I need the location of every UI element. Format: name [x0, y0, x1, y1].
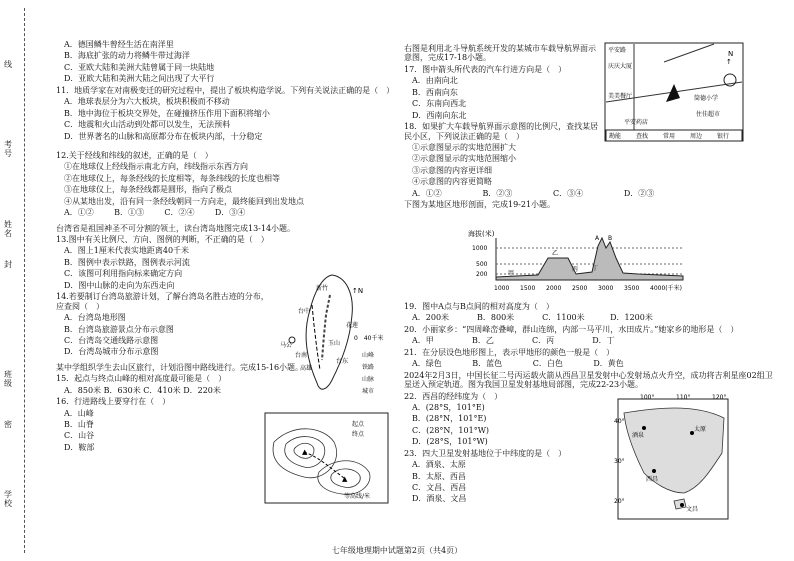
- q18-options: A．①② B．②③ C．③④ D．②③: [412, 188, 655, 198]
- point-b: B: [608, 235, 613, 242]
- profile-x-1500: 1500: [520, 285, 536, 292]
- margin-mark-line: 线: [3, 60, 13, 69]
- profile-x-2500: 2500: [572, 285, 588, 292]
- label-taichung: 台中: [298, 308, 311, 315]
- profile-y-200: 200: [476, 271, 488, 278]
- q22-option-b: B．(28°N，101°E): [412, 414, 487, 424]
- profile-y-500: 500: [476, 261, 488, 268]
- q11-stem: 11．地质学家在对南极变迁的研究过程中，提出了板块构造学说。下列有关说法正确的是（ ）: [56, 85, 395, 95]
- q21-stem: 21．在分层设色地形图上，表示甲地形的颜色一般是（ ）: [404, 347, 615, 357]
- q17-stem: 17．图中箭头所代表的汽车行进方向是（ ）: [404, 64, 567, 74]
- q11-option-b: B．地中海位于板块交界处，在碰撞挤压作用下面积将缩小: [64, 108, 270, 118]
- q13-option-c: C．该图可利用指向标来确定方向: [64, 269, 183, 279]
- label-jiuquan: 酒泉: [632, 432, 645, 439]
- cut-line: [24, 8, 25, 553]
- q16-stem: 16．行进路线上要穿行在（ ）: [56, 397, 171, 407]
- profile-x-1000: 1000: [494, 285, 510, 292]
- scale-bar: 0 40千米: [354, 335, 384, 342]
- q20-stem: 20．小丽家乡：“四周峰峦叠嶂，群山连绵，内部一马平川，水田成片。”她家乡的地形是（ ）: [404, 324, 739, 334]
- q13-stem: 13.图中有关比例尺、方向、图例的判断，不正确的是（ ）: [56, 235, 269, 244]
- nav-label-pharmacy: 平安药店: [624, 119, 649, 126]
- profile-x-3500: 3500: [624, 285, 640, 292]
- grid-lat-30: 30°: [614, 458, 625, 465]
- q10-option-d: D．亚欧大陆和美洲大陆之间出现了大平行: [64, 74, 215, 84]
- q12-item-1: ①在地球仪上经线指示南北方向，纬线指示东西方向: [64, 162, 248, 172]
- point-a: A: [595, 235, 600, 242]
- nav-button-nearby[interactable]: 周边: [690, 133, 703, 140]
- nav-button-bank[interactable]: 银行: [717, 133, 730, 140]
- legend-railway: 铁路: [362, 364, 375, 371]
- field-class: 班级: [3, 370, 13, 388]
- contour-map-figure: [264, 412, 389, 504]
- q14-stem: 14.若要制订台湾岛旅游计划，了解台湾岛名胜古迹的分布，应查阅（ ）: [56, 292, 269, 311]
- region-bing: 丙: [572, 266, 579, 273]
- q17-option-c: C．东南向西北: [412, 99, 467, 109]
- q13-option-a: A．图上1厘米代表实地距离40千米: [64, 246, 190, 256]
- q14-option-b: B．台湾岛旅游景点分布示意图: [64, 324, 174, 334]
- q13-option-b: B．图例中表示铁路，图例表示河流: [64, 257, 190, 267]
- q18-stem: 18．如果扩大车载导航界面示意图的比例尺，查找某居民小区，下列说法正确的是（ ）: [404, 122, 599, 141]
- legend-city: 城市: [362, 388, 375, 395]
- q14-option-a: A．台湾岛地形图: [64, 313, 126, 323]
- grid-lon-120: 120°: [712, 394, 727, 401]
- label-hualien: 花莲: [346, 322, 359, 329]
- q23-option-c: C．文昌、西昌: [412, 483, 467, 492]
- wenchang-marker: [680, 503, 684, 507]
- north-arrow-icon: ↑N: [352, 287, 364, 295]
- q15-stem: 15．起点与终点山峰的相对高度最可能是（ ）: [56, 374, 227, 384]
- navigation-figure: [604, 42, 744, 142]
- label-hsinchu: 新竹: [316, 285, 329, 292]
- profile-y-1000: 1000: [472, 245, 488, 252]
- q19-options: A．200米 B．800米 C．1100米 D．1200米: [412, 313, 653, 323]
- contour-legend-line: 等高线/米: [344, 493, 371, 500]
- margin-mark-seal: 封: [3, 260, 13, 269]
- north-arrow-icon: ↑: [726, 58, 732, 66]
- q14-option-c: C．台湾岛交通线路示意图: [64, 335, 159, 345]
- nav-label-meimei-restaurant: 美美餐厅: [608, 93, 633, 100]
- nav-button-frequent[interactable]: 常用: [663, 133, 676, 140]
- legend-peak: 山峰: [362, 352, 375, 359]
- start-peak-icon: ▲: [302, 448, 308, 456]
- launch-intro: 2024年2月3日，中国长征二号丙运载火箭从西昌卫星发射中心发射场点火升空，成功将吉利星座02组卫星送入预定轨道。图为我国卫星发射基地局部图，完成22-23小题。: [404, 370, 773, 390]
- label-taiyuan: 太原: [694, 426, 707, 433]
- launch-map-figure: [614, 393, 732, 523]
- profile-intro: 下图为某地区地形剖面，完成19-21小题。: [404, 200, 556, 210]
- label-yushan: 玉山: [328, 340, 341, 347]
- q22-option-a: A．(28°S，101°E): [412, 402, 485, 412]
- taiwan-intro: 台湾省是祖国神圣不可分割的领土，读台湾岛地图完成13-14小题。: [56, 223, 296, 233]
- label-taitung: 台东: [336, 358, 349, 365]
- field-school: 学校: [3, 490, 13, 508]
- region-ding: 丁: [592, 265, 599, 272]
- q15-options: A．850米 B．630米 C．410米 D．220米: [64, 385, 221, 395]
- nav-label-qingqing-building: 庆庆大厦: [608, 63, 633, 70]
- q22-option-c: C．(28°N，101°W): [412, 425, 490, 435]
- q14-option-d: D．台湾岛城市分布示意图: [64, 347, 159, 357]
- q16-option-c: C．山谷: [64, 431, 95, 441]
- q18-item-2: ②示意图显示的实地范围缩小: [412, 154, 516, 164]
- q18-item-1: ①示意图显示的实地范围扩大: [412, 142, 516, 152]
- margin-mark-secret: 密: [3, 420, 13, 429]
- label-kaohsiung: 高雄: [300, 365, 313, 372]
- q21-options: A．绿色 B．蓝色 C．白色 D．黄色: [412, 359, 624, 369]
- nav-label-supermarket: 住佳超市: [696, 111, 721, 118]
- nav-north-marker: N: [728, 50, 734, 58]
- profile-x-3000: 3000: [598, 285, 614, 292]
- xichang-marker: [652, 469, 656, 473]
- q16-option-a: A．山峰: [64, 408, 94, 418]
- q10-option-a: A．德国鳞牛曾经生活在南洋里: [64, 40, 174, 49]
- contour-legend-start: 起点: [352, 421, 365, 428]
- q20-options: A．甲 B．乙 C．丙 D．丁: [412, 336, 615, 346]
- profile-figure: [468, 228, 688, 298]
- legend-mountain: 山脉: [362, 376, 375, 383]
- profile-x-2000: 2000: [546, 285, 562, 292]
- q11-option-a: A．地球表层分为六大板块，板块积极而不移动: [64, 97, 230, 107]
- q23-option-b: B．太原、西昌: [412, 471, 466, 481]
- profile-title: 海拔(米): [468, 230, 495, 238]
- q16-option-b: B．山脊: [64, 420, 94, 429]
- contour-legend-end: 终点: [352, 431, 365, 438]
- q12-item-4: ④从某地出发，沿有同一条经线朝同一方向走，最终能回到出发地点: [64, 196, 304, 206]
- q12-item-3: ③在地球仪上，每条经线都是圆形，指向了极点: [64, 185, 232, 195]
- q13-option-d: D．图中山脉的走向为东西走向: [64, 280, 175, 290]
- q12-item-2: ②在地球仪上，每条经线的长度相等，每条纬线的长度也相等: [64, 173, 280, 183]
- binding-margin: [0, 0, 30, 561]
- q22-stem: 22．西昌的经纬度为（ ）: [404, 391, 503, 401]
- region-yi: 乙: [552, 250, 559, 257]
- q18-item-3: ③示意图的内容更详细: [412, 165, 492, 175]
- q17-option-d: D．西南向东北: [412, 110, 467, 120]
- q22-option-d: D．(28°S，101°W): [412, 437, 488, 447]
- q17-option-a: A．由南向北: [412, 76, 458, 86]
- hike-intro: 某中学组织学生去山区旅行，计划沿图中路线进行。完成15-16小题。: [56, 362, 304, 372]
- q12-stem: 12.关于经线和纬线的叙述，正确的是（ ）: [56, 150, 213, 160]
- label-magong: 马公: [280, 342, 293, 349]
- grid-lat-40: 40°: [614, 418, 625, 425]
- grid-lat-20: 20°: [614, 498, 625, 505]
- profile-x-4000: 4000(千米): [650, 285, 682, 292]
- q11-option-d: D．世界著名的山脉和高原都分布在板块内部，十分稳定: [64, 131, 263, 141]
- taiwan-island-outline: [306, 275, 352, 389]
- nav-button-row: [606, 130, 742, 141]
- nav-button-search[interactable]: 查找: [636, 133, 649, 140]
- nav-label-pingan-road: 平安路: [608, 47, 627, 54]
- q10-option-c: C．亚欧大陆和美洲大陆曾属于同一块陆地: [64, 62, 215, 72]
- q17-option-b: B．西南向东: [412, 87, 458, 97]
- label-wenchang: 文昌: [686, 506, 699, 513]
- jiuquan-marker: [642, 426, 646, 430]
- field-name: 姓名: [3, 220, 13, 238]
- q12-options: A．①② B．①③ C．②④ D．③④: [64, 208, 246, 218]
- q16-option-d: D．鞍部: [64, 442, 95, 452]
- q18-item-4: ④示意图的内容更简略: [412, 177, 492, 187]
- hainan-island: [674, 499, 686, 509]
- q23-option-a: A．酒泉、太原: [412, 460, 466, 470]
- q23-stem: 23．四大卫星发射基地位于中纬度的是（ ）: [404, 448, 567, 458]
- end-peak-icon: ▲: [342, 475, 348, 483]
- q23-option-d: D．酒泉、文昌: [412, 494, 467, 504]
- q11-option-c: C．地震和火山活动到处都可以发生，无法预料: [64, 120, 231, 130]
- nav-label-school: 筒德小学: [694, 95, 719, 102]
- label-xichang: 西昌: [646, 476, 659, 483]
- page-footer: 七年级地理期中试题第2页（共4页）: [331, 545, 463, 555]
- q10-option-b: B．海底扩张的动力将鳞牛带过海洋: [64, 51, 190, 61]
- nav-intro: 右图是利用北斗导航系统开发的某城市车载导航界面示意图，完成17-18小题。: [404, 44, 596, 63]
- region-jia: 甲: [508, 270, 515, 277]
- grid-lon-100: 100°: [640, 394, 655, 401]
- q19-stem: 19．图中A点与B点间的相对高度为（ ）: [404, 302, 554, 311]
- field-exam-number: 考号: [3, 140, 13, 158]
- nav-button-nav[interactable]: 勘能: [609, 133, 622, 140]
- label-tainan: 台南: [295, 352, 308, 359]
- taiwan-map-figure: [262, 265, 392, 400]
- grid-lon-110: 110°: [676, 394, 691, 401]
